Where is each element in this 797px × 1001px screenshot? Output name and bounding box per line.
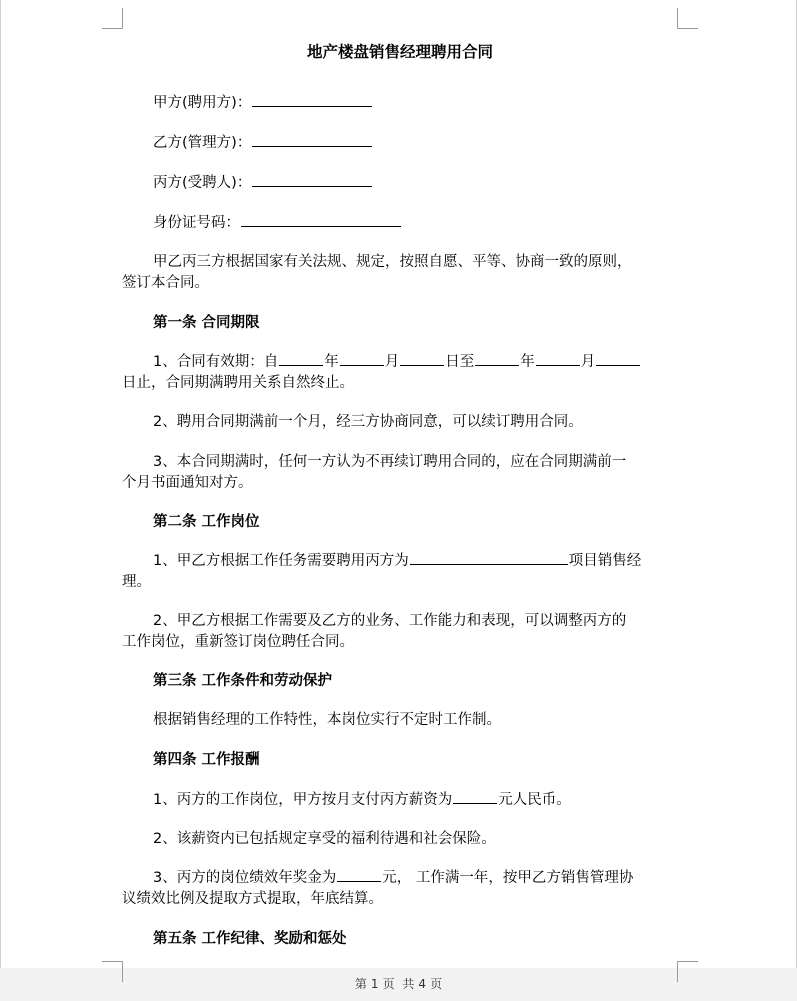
date-blank xyxy=(475,352,519,366)
s4-clause-3 xyxy=(122,866,709,887)
section-5-heading: 第五条 工作纪律、奖励和惩处 xyxy=(153,931,347,947)
month-label: 月 xyxy=(580,354,596,370)
s1-clause-1-text: 1、合同有效期：自 xyxy=(153,354,279,370)
s1-clause-3: 3、本合同期满时，任何一方认为不再续订聘用合同的，应在合同期满前一 xyxy=(153,454,627,470)
page-corner-mark xyxy=(677,8,698,29)
party-a-label: 甲方(聘用方)： xyxy=(153,95,252,111)
s4-clause-1 xyxy=(122,788,709,809)
s4-clause-1-text: 1、丙方的工作岗位，甲方按月支付丙方薪资为 xyxy=(153,792,453,808)
s2-clause-2: 2、甲乙方根据工作需要及乙方的业务、工作能力和表现，可以调整丙方的 xyxy=(153,613,627,629)
s1-clause-2: 2、聘用合同期满前一个月，经三方协商同意，可以续订聘用合同。 xyxy=(153,414,583,430)
s2-clause-1-text-b: 项目销售经 xyxy=(568,553,642,569)
page-corner-mark xyxy=(102,8,123,29)
date-blank xyxy=(536,352,580,366)
month-label: 月 xyxy=(384,354,400,370)
page-indicator xyxy=(0,975,797,992)
intro-paragraph: 甲乙丙三方根据国家有关法规、规定，按照自愿、平等、协商一致的原则， xyxy=(153,254,632,270)
s2-clause-1-text: 1、甲乙方根据工作任务需要聘用丙方为 xyxy=(153,553,409,569)
intro-paragraph-cont: 签订本合同。 xyxy=(122,275,209,291)
s1-clause-3-cont: 个月书面通知对方。 xyxy=(122,475,253,491)
page-label: 页 xyxy=(382,977,395,991)
s2-clause-1 xyxy=(122,549,709,570)
bonus-blank xyxy=(337,868,381,882)
page-label: 第 xyxy=(354,977,367,991)
day-to-label: 日至 xyxy=(445,354,475,370)
date-blank xyxy=(400,352,444,366)
total-pages-number: 4 xyxy=(418,977,427,991)
id-number-label: 身份证号码： xyxy=(153,215,240,231)
section-1-heading: 第一条 合同期限 xyxy=(153,315,260,331)
section-3-heading: 第三条 工作条件和劳动保护 xyxy=(153,673,333,689)
party-b-label: 乙方(管理方)： xyxy=(153,135,252,151)
s4-clause-3-cont: 议绩效比例及提取方式提取，年底结算。 xyxy=(122,891,383,907)
s4-clause-1-text-b: 元人民币。 xyxy=(498,792,571,808)
date-blank xyxy=(340,352,384,366)
s4-clause-2: 2、该薪资内已包括规定享受的福利待遇和社会保险。 xyxy=(153,831,496,847)
id-number-blank xyxy=(241,213,401,227)
salary-blank xyxy=(453,790,497,804)
document-title: 地产楼盘销售经理聘用合同 xyxy=(306,43,493,61)
total-label: 共 xyxy=(402,977,415,991)
party-c-line xyxy=(122,171,709,192)
date-blank xyxy=(279,352,323,366)
section-4-heading: 第四条 工作报酬 xyxy=(153,752,260,768)
year-label: 年 xyxy=(520,354,535,370)
party-a-line xyxy=(122,91,709,112)
section-2-heading: 第二条 工作岗位 xyxy=(153,514,260,530)
year-label: 年 xyxy=(324,354,339,370)
s4-clause-3-text-b: 元， 工作满一年，按甲乙方销售管理协 xyxy=(382,870,634,886)
project-blank xyxy=(410,551,568,565)
id-number-line xyxy=(122,211,709,232)
date-blank xyxy=(596,352,640,366)
party-c-label: 丙方(受聘人)： xyxy=(153,175,252,191)
party-c-blank xyxy=(252,173,372,187)
party-b-line xyxy=(122,131,709,152)
page-label: 页 xyxy=(430,977,443,991)
current-page-number: 1 xyxy=(370,977,379,991)
s3-paragraph: 根据销售经理的工作特性，本岗位实行不定时工作制。 xyxy=(153,712,501,728)
s2-clause-1-cont: 理。 xyxy=(122,574,151,590)
party-a-blank xyxy=(252,93,372,107)
s1-clause-1 xyxy=(122,350,709,371)
s4-clause-3-text: 3、丙方的岗位绩效年奖金为 xyxy=(153,870,337,886)
party-b-blank xyxy=(252,133,372,147)
s2-clause-2-cont: 工作岗位，重新签订岗位聘任合同。 xyxy=(122,634,354,650)
s1-clause-1-cont: 日止，合同期满聘用关系自然终止。 xyxy=(122,375,354,391)
